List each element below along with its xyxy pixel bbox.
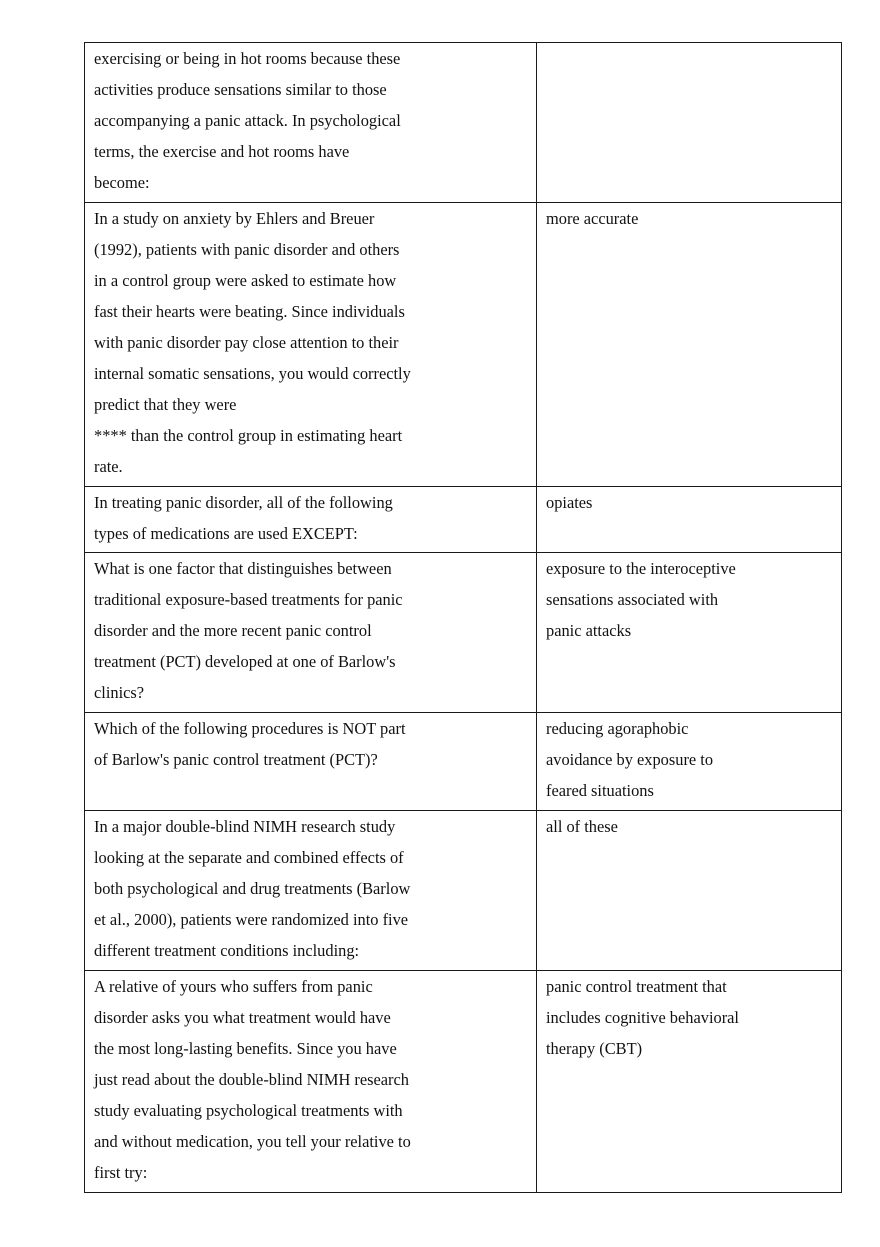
- question-cell: In a study on anxiety by Ehlers and Breuer (1992), patients with panic disorder and others in a control group were asked to estimate how fast their hearts were beating. Since individuals with panic disorder pay close attention to their internal somatic sensations, you would correctly predict that they were **** than the control group in estimating heart rate.: [85, 203, 537, 487]
- question-cell: A relative of yours who suffers from panic disorder asks you what treatment would have the most long-lasting benefits. Since you have just read about the double-blind NIMH research study evaluating psychological treatments with and without medication, you tell your relative to first try:: [85, 971, 537, 1193]
- question-cell: Which of the following procedures is NOT part of Barlow's panic control treatment (PCT)?: [85, 713, 537, 811]
- answer-cell: opiates: [537, 487, 842, 553]
- table-row: [85, 487, 842, 553]
- table-row: [85, 43, 842, 203]
- answer-cell: all of these: [537, 811, 842, 971]
- question-cell: exercising or being in hot rooms because these activities produce sensations similar to those accompanying a panic attack. In psychological terms, the exercise and hot rooms have become:: [85, 43, 537, 203]
- table-row: [85, 713, 842, 811]
- table-row: [85, 811, 842, 971]
- answer-cell: exposure to the interoceptive sensations associated with panic attacks: [537, 553, 842, 713]
- question-cell: In a major double-blind NIMH research study looking at the separate and combined effects of both psychological and drug treatments (Barlow et al., 2000), patients were randomized into five different treatment conditions including:: [85, 811, 537, 971]
- answer-cell: [537, 43, 842, 203]
- question-cell: What is one factor that distinguishes between traditional exposure-based treatments for panic disorder and the more recent panic control treatment (PCT) developed at one of Barlow's clinics?: [85, 553, 537, 713]
- answer-cell: more accurate: [537, 203, 842, 487]
- table-row: [85, 971, 842, 1193]
- question-cell: In treating panic disorder, all of the following types of medications are used EXCEPT:: [85, 487, 537, 553]
- table-row: [85, 553, 842, 713]
- answer-cell: reducing agoraphobic avoidance by exposure to feared situations: [537, 713, 842, 811]
- question-answer-table: [84, 42, 842, 1193]
- table-row: [85, 203, 842, 487]
- answer-cell: panic control treatment that includes cognitive behavioral therapy (CBT): [537, 971, 842, 1193]
